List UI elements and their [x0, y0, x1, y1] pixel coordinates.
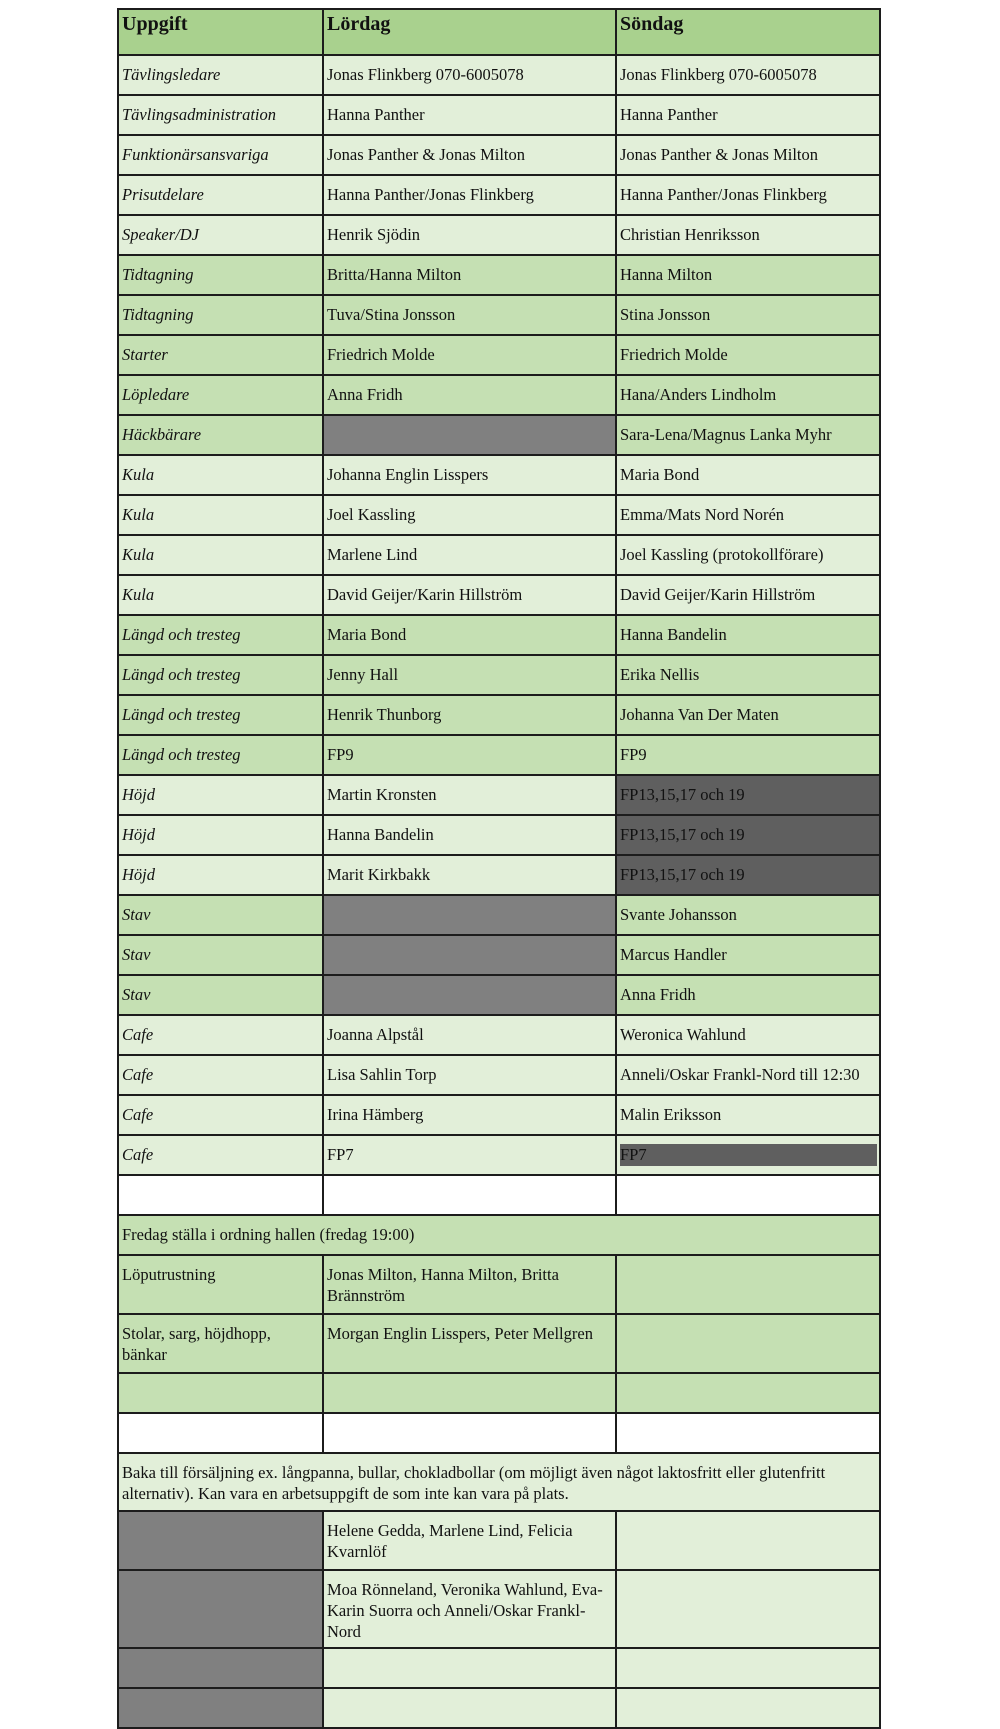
table-row: [118, 55, 880, 95]
table-row: [118, 695, 880, 735]
sunday-cell: Maria Bond: [616, 455, 880, 495]
saturday-cell: FP7: [323, 1135, 616, 1175]
task-cell: Kula: [118, 455, 323, 495]
task-cell: Längd och tresteg: [118, 655, 323, 695]
blank-row: [118, 1688, 880, 1728]
saturday-cell: Hanna Bandelin: [323, 815, 616, 855]
table-row: [118, 375, 880, 415]
table-row: [118, 1055, 880, 1095]
sunday-cell: Erika Nellis: [616, 655, 880, 695]
blank-row: [118, 1413, 880, 1453]
table-row: [118, 455, 880, 495]
table-row: [118, 175, 880, 215]
blank-row: [118, 1175, 880, 1215]
header-sunday: Söndag: [616, 9, 880, 55]
task-cell: Cafe: [118, 1055, 323, 1095]
task-cell: Cafe: [118, 1095, 323, 1135]
highlighted-text: FP7: [620, 1144, 877, 1166]
task-cell: Höjd: [118, 815, 323, 855]
table-row: [118, 135, 880, 175]
saturday-cell: Marit Kirkbakk: [323, 855, 616, 895]
table-row: [118, 1570, 880, 1648]
sunday-cell: Malin Eriksson: [616, 1095, 880, 1135]
table-row: [118, 415, 880, 455]
table-row: [118, 335, 880, 375]
task-cell: Längd och tresteg: [118, 695, 323, 735]
table-row: [118, 495, 880, 535]
saturday-cell: Joel Kassling: [323, 495, 616, 535]
friday-section-heading: [118, 1215, 880, 1255]
task-cell: Stav: [118, 975, 323, 1015]
saturday-cell: FP9: [323, 735, 616, 775]
baking-heading: Baka till försäljning ex. långpanna, bullar, chokladbollar (om möjligt även något laktosfritt eller glutenfritt alternativ). Kan vara en arbetsuppgift de som inte kan vara på plats.: [118, 1453, 880, 1511]
baking-section-heading: [118, 1453, 880, 1511]
header-saturday: Lördag: [323, 9, 616, 55]
header-task: Uppgift: [118, 9, 323, 55]
sunday-cell: Hanna Panther: [616, 95, 880, 135]
friday-task-cell: Löputrustning: [118, 1255, 323, 1314]
sunday-cell: Svante Johansson: [616, 895, 880, 935]
task-cell: Tidtagning: [118, 295, 323, 335]
sunday-cell: David Geijer/Karin Hillström: [616, 575, 880, 615]
saturday-cell: Tuva/Stina Jonsson: [323, 295, 616, 335]
sunday-cell: Joel Kassling (protokollförare): [616, 535, 880, 575]
table-row: [118, 1015, 880, 1055]
saturday-cell: Joanna Alpstål: [323, 1015, 616, 1055]
task-cell: Tidtagning: [118, 255, 323, 295]
table-row: [118, 295, 880, 335]
table-row: [118, 1511, 880, 1570]
sunday-cell: Jonas Panther & Jonas Milton: [616, 135, 880, 175]
saturday-cell: Henrik Thunborg: [323, 695, 616, 735]
sunday-cell-highlighted: FP13,15,17 och 19: [616, 775, 880, 815]
saturday-cell: Jonas Panther & Jonas Milton: [323, 135, 616, 175]
friday-people-cell: Morgan Englin Lisspers, Peter Mellgren: [323, 1314, 616, 1373]
baking-people-cell: Helene Gedda, Marlene Lind, Felicia Kvarnlöf: [323, 1511, 616, 1570]
task-cell: Starter: [118, 335, 323, 375]
saturday-cell: Marlene Lind: [323, 535, 616, 575]
table-row: [118, 1095, 880, 1135]
task-cell: Häckbärare: [118, 415, 323, 455]
table-row: [118, 215, 880, 255]
sunday-cell: Anneli/Oskar Frankl-Nord till 12:30: [616, 1055, 880, 1095]
task-cell: Kula: [118, 575, 323, 615]
sunday-cell: Weronica Wahlund: [616, 1015, 880, 1055]
saturday-cell-unassigned: [323, 895, 616, 935]
sunday-cell-highlighted: FP13,15,17 och 19: [616, 815, 880, 855]
saturday-cell-unassigned: [323, 935, 616, 975]
saturday-cell-unassigned: [323, 415, 616, 455]
saturday-cell: Johanna Englin Lisspers: [323, 455, 616, 495]
task-cell: Cafe: [118, 1015, 323, 1055]
task-cell: Längd och tresteg: [118, 615, 323, 655]
sunday-cell: Hana/Anders Lindholm: [616, 375, 880, 415]
sunday-cell: Marcus Handler: [616, 935, 880, 975]
blank-row: [118, 1373, 880, 1413]
table-row: [118, 855, 880, 895]
header-row: [118, 9, 880, 55]
task-cell: Prisutdelare: [118, 175, 323, 215]
saturday-cell: Hanna Panther: [323, 95, 616, 135]
table-row: [118, 775, 880, 815]
task-cell: Längd och tresteg: [118, 735, 323, 775]
sunday-cell: Friedrich Molde: [616, 335, 880, 375]
table-row: [118, 95, 880, 135]
task-cell: Tävlingsledare: [118, 55, 323, 95]
task-cell: Speaker/DJ: [118, 215, 323, 255]
table-row: [118, 1255, 880, 1314]
saturday-cell: Hanna Panther/Jonas Flinkberg: [323, 175, 616, 215]
table-row: [118, 815, 880, 855]
table-row: [118, 1135, 880, 1175]
sunday-cell: Sara-Lena/Magnus Lanka Myhr: [616, 415, 880, 455]
sunday-cell: Stina Jonsson: [616, 295, 880, 335]
table-row: [118, 615, 880, 655]
sunday-cell: FP9: [616, 735, 880, 775]
sunday-cell: Emma/Mats Nord Norén: [616, 495, 880, 535]
saturday-cell: Lisa Sahlin Torp: [323, 1055, 616, 1095]
table-row: [118, 575, 880, 615]
table-row: [118, 1314, 880, 1373]
saturday-cell-unassigned: [323, 975, 616, 1015]
sunday-cell: Hanna Bandelin: [616, 615, 880, 655]
sunday-cell: Hanna Milton: [616, 255, 880, 295]
saturday-cell: Friedrich Molde: [323, 335, 616, 375]
table-row: [118, 975, 880, 1015]
saturday-cell: David Geijer/Karin Hillström: [323, 575, 616, 615]
friday-task-cell: Stolar, sarg, höjdhopp, bänkar: [118, 1314, 323, 1373]
task-cell: Cafe: [118, 1135, 323, 1175]
saturday-cell: Henrik Sjödin: [323, 215, 616, 255]
task-cell: Höjd: [118, 855, 323, 895]
task-cell: Stav: [118, 895, 323, 935]
saturday-cell: Britta/Hanna Milton: [323, 255, 616, 295]
saturday-cell: Irina Hämberg: [323, 1095, 616, 1135]
schedule-table: [117, 8, 881, 1729]
saturday-cell: Anna Fridh: [323, 375, 616, 415]
task-cell: Tävlingsadministration: [118, 95, 323, 135]
saturday-cell: Maria Bond: [323, 615, 616, 655]
sunday-cell: Anna Fridh: [616, 975, 880, 1015]
task-cell: Löpledare: [118, 375, 323, 415]
saturday-cell: Jenny Hall: [323, 655, 616, 695]
saturday-cell: Jonas Flinkberg 070-6005078: [323, 55, 616, 95]
task-cell: Funktionärsansvariga: [118, 135, 323, 175]
table-row: [118, 655, 880, 695]
task-cell: Kula: [118, 535, 323, 575]
sunday-cell: Jonas Flinkberg 070-6005078: [616, 55, 880, 95]
task-cell: Höjd: [118, 775, 323, 815]
sunday-cell: Johanna Van Der Maten: [616, 695, 880, 735]
table-row: [118, 895, 880, 935]
table-row: [118, 935, 880, 975]
table-row: [118, 735, 880, 775]
sunday-cell: [616, 1135, 880, 1175]
sunday-cell: Hanna Panther/Jonas Flinkberg: [616, 175, 880, 215]
friday-heading: Fredag ställa i ordning hallen (fredag 19:00): [118, 1215, 880, 1255]
sunday-cell: Christian Henriksson: [616, 215, 880, 255]
sunday-cell-highlighted: FP13,15,17 och 19: [616, 855, 880, 895]
friday-people-cell: Jonas Milton, Hanna Milton, Britta Brännström: [323, 1255, 616, 1314]
baking-people-cell: Moa Rönneland, Veronika Wahlund, Eva-Karin Suorra och Anneli/Oskar Frankl-Nord: [323, 1570, 616, 1648]
blank-row: [118, 1648, 880, 1688]
saturday-cell: Martin Kronsten: [323, 775, 616, 815]
task-cell: Stav: [118, 935, 323, 975]
table-row: [118, 535, 880, 575]
task-cell: Kula: [118, 495, 323, 535]
table-row: [118, 255, 880, 295]
